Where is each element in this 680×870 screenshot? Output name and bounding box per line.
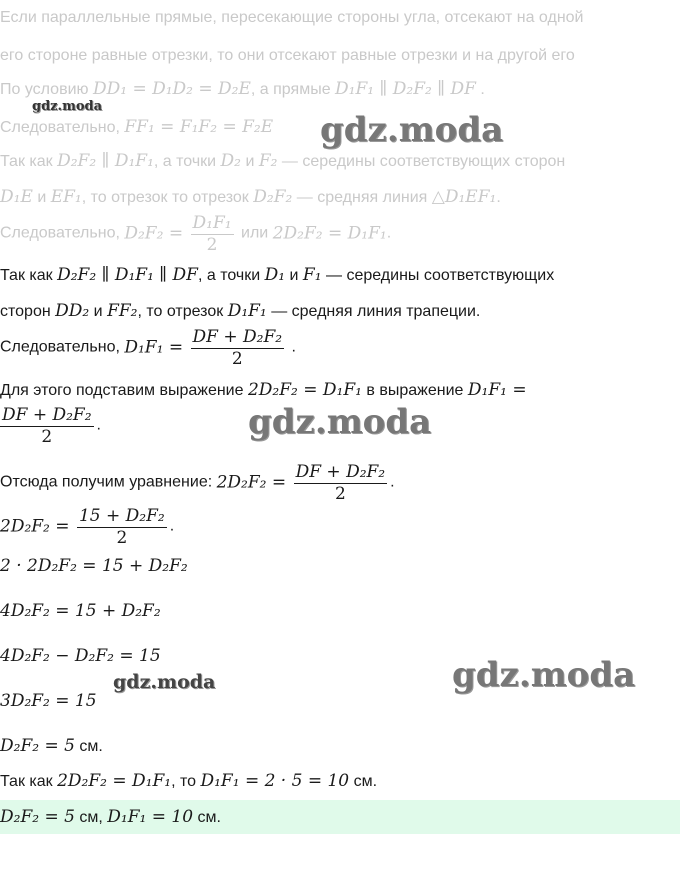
equation-2 [0, 555, 680, 578]
paragraph-line-2 [0, 300, 680, 323]
formula: D₂F₂ = 5 [0, 736, 75, 756]
formula: 2D₂F₂ = D₁F₁ [272, 223, 387, 244]
text: . [496, 189, 501, 206]
formula: 2D₂F₂ = D₁F₁ [57, 771, 172, 791]
denominator: 2 [231, 349, 243, 369]
formula: D₂F₂ = 5 [0, 807, 75, 827]
formula: 2D₂F₂ = D₁F₁ [247, 380, 362, 400]
text: или [241, 224, 269, 242]
text: , то [171, 773, 197, 790]
text: . [291, 338, 296, 356]
paragraph-line-6 [0, 461, 680, 504]
text: сторон [0, 303, 51, 320]
text: , а точки [197, 267, 261, 284]
formula: D₁E [0, 187, 33, 207]
text: Если параллельные прямые, пересекающие стороны угла, отсекают на одной [0, 9, 584, 26]
text: . [480, 81, 485, 98]
fraction [0, 404, 94, 447]
fraction [77, 505, 167, 548]
watermark-logo: gdz.moda [320, 110, 504, 150]
text: его стороне равные отрезки, то они отсекают равные отрезки и на другой его [0, 47, 575, 64]
text: и [289, 267, 299, 284]
equation-7 [0, 770, 680, 793]
denominator: 2 [206, 235, 218, 255]
denominator: 2 [41, 427, 53, 447]
watermark-logo: gdz.moda [32, 99, 103, 114]
fraction [191, 326, 285, 369]
text: см. [353, 773, 378, 790]
text: Отсюда получим уравнение: [0, 473, 213, 491]
text: в выражение [366, 382, 464, 399]
faded-line-7 [0, 212, 680, 255]
formula: 3D₂F₂ = 15 [0, 691, 97, 711]
text: , то отрезок [137, 303, 224, 320]
text: , то отрезок то отрезок [81, 189, 249, 206]
faded-line-6 [0, 186, 680, 209]
formula: D₁F₁ = 10 [107, 807, 194, 827]
text: , а прямые [250, 81, 331, 98]
formula: EF₁ [50, 187, 82, 207]
text: — середины соответствующих [326, 267, 555, 284]
paragraph-line-1 [0, 264, 680, 287]
text: Следовательно, [0, 224, 120, 242]
formula: D₂F₂ = [124, 223, 184, 244]
equation-1 [0, 505, 680, 548]
text: и [93, 303, 103, 320]
text: Так как [0, 153, 53, 170]
text: . [96, 416, 101, 434]
text: и [245, 153, 255, 170]
text: — средняя линия [296, 189, 428, 206]
formula: F₂ [258, 151, 278, 171]
watermark-logo: gdz.moda [248, 402, 432, 442]
formula: D₁F₁ = [124, 337, 184, 358]
formula: 4D₂F₂ − D₂F₂ = 15 [0, 646, 161, 666]
text: Для этого подставим выражение [0, 382, 244, 399]
text: см, [79, 809, 103, 826]
formula: D₁F₁ ∥ D₂F₂ ∥ DF [335, 79, 476, 99]
formula: D₁ [264, 265, 286, 285]
formula: D₁F₁ = 2 · 5 = 10 [200, 771, 350, 791]
text: Следовательно, [0, 119, 120, 136]
watermark-logo: gdz.moda [113, 671, 216, 693]
text: Так как [0, 267, 53, 284]
text: По условию [0, 81, 89, 98]
text: — середины соответствующих сторон [281, 153, 566, 170]
text: Так как [0, 773, 53, 790]
text: и [37, 189, 47, 206]
text: . [390, 473, 395, 491]
text: . [169, 517, 175, 535]
equation-6 [0, 735, 680, 758]
formula: 2D₂F₂ = [0, 516, 70, 537]
numerator: DF + D₂F₂ [2, 405, 92, 425]
paragraph-line-4 [0, 379, 680, 402]
fraction [294, 461, 388, 504]
answer-line [0, 806, 680, 829]
formula: 4D₂F₂ = 15 + D₂F₂ [0, 601, 161, 621]
formula: 2D₂F₂ = [216, 472, 287, 493]
fraction [191, 212, 234, 255]
numerator: 15 + D₂F₂ [78, 506, 165, 526]
formula: DD₂ [55, 301, 90, 321]
denominator: 2 [334, 484, 346, 504]
equation-3 [0, 600, 680, 623]
faded-line-5 [0, 150, 680, 173]
faded-line-2 [0, 45, 680, 67]
text: . [386, 224, 392, 242]
denominator: 2 [116, 528, 128, 548]
text: — средняя линия трапеции. [271, 303, 481, 320]
text: , а точки [153, 153, 217, 170]
watermark-logo: gdz.moda [452, 655, 636, 695]
formula: D₂F₂ ∥ D₁F₁ ∥ DF [57, 265, 198, 285]
text: см. [79, 738, 103, 755]
faded-line-3 [0, 78, 680, 101]
text: Следовательно, [0, 338, 120, 356]
formula: D₁F₁ [227, 301, 267, 321]
answer-box [0, 800, 680, 834]
formula: D₂ [220, 151, 241, 171]
faded-line-1 [0, 7, 680, 29]
numerator: DF + D₂F₂ [192, 327, 283, 347]
formula: FF₂ [107, 301, 138, 321]
paragraph-line-3 [0, 326, 680, 369]
formula: △D₁EF₁ [431, 187, 497, 207]
numerator: D₁F₁ [192, 213, 232, 233]
numerator: DF + D₂F₂ [295, 462, 386, 482]
formula: D₁F₁ = [467, 380, 527, 400]
formula: 2 · 2D₂F₂ = 15 + D₂F₂ [0, 556, 188, 576]
formula: FF₁ = F₁F₂ = F₂E [124, 117, 274, 137]
text: см. [197, 809, 221, 826]
formula: D₂F₂ [253, 187, 293, 207]
formula: D₂F₂ ∥ D₁F₁ [57, 151, 154, 171]
formula: DD₁ = D₁D₂ = D₂E [92, 79, 251, 99]
formula: F₁ [302, 265, 322, 285]
